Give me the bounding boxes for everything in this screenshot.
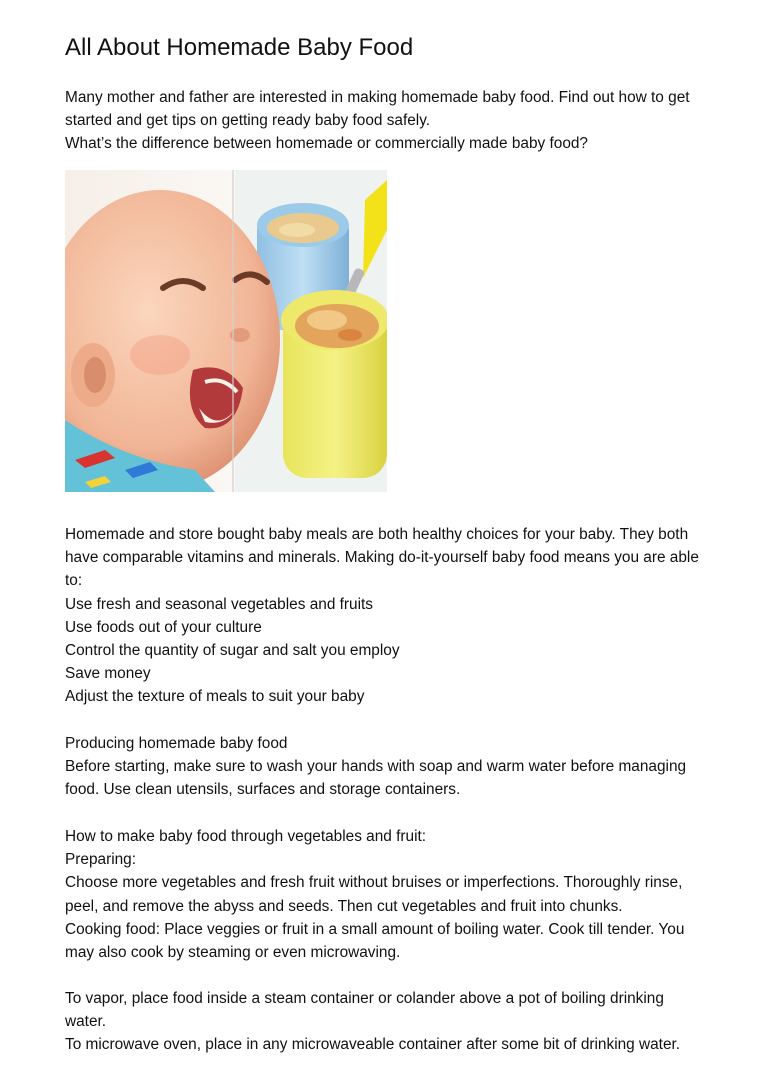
- paragraph-line: To vapor, place food inside a steam container or colander above a pot of boiling drinking: [65, 990, 664, 1007]
- intro-line: started and get tips on getting ready baby food safely.: [65, 112, 431, 130]
- section-heading: Producing homemade baby food: [65, 735, 288, 752]
- producing-paragraph: [65, 732, 715, 802]
- benefit-item: Use foods out of your culture: [65, 618, 262, 636]
- steaming-paragraph: [65, 987, 715, 1057]
- paragraph-line: food. Use clean utensils, surfaces and storage containers.: [65, 781, 461, 799]
- paragraph-line: Homemade and store bought baby meals are both healthy choices for your baby. They both: [65, 526, 689, 543]
- baby-with-food-jars-photo: [65, 170, 387, 492]
- paragraph-line: water.: [65, 1013, 107, 1031]
- intro-line: Many mother and father are interested in making homemade baby food. Find out how to get: [65, 89, 690, 106]
- intro-question: What’s the difference between homemade or commercially made baby food?: [65, 135, 588, 153]
- paragraph-line: Before starting, make sure to wash your hands with soap and warm water before managing: [65, 758, 687, 776]
- intro-paragraph: [65, 86, 715, 156]
- page-title: All About Homemade Baby Food: [65, 34, 414, 61]
- paragraph-line: Choose more vegetables and fresh fruit without bruises or imperfections. Thoroughly rinse,: [65, 874, 683, 892]
- paragraph-line: may also cook by steaming or even microwaving.: [65, 944, 401, 962]
- paragraph-line: Cooking food: Place veggies or fruit in a small amount of boiling water. Cook till tender. You: [65, 920, 685, 938]
- yellow-food-jar: [281, 290, 387, 478]
- benefit-item: Control the quantity of sugar and salt you employ: [65, 642, 400, 660]
- paragraph-line: peel, and remove the abyss and seeds. Then cut vegetables and fruit into chunks.: [65, 897, 623, 915]
- how-to-paragraph: [65, 825, 715, 964]
- baby-food-photo: [65, 170, 387, 492]
- section-heading: How to make baby food through vegetables and fruit:: [65, 828, 427, 845]
- paragraph-line: have comparable vitamins and minerals. Making do-it-yourself baby food means you are able: [65, 549, 699, 567]
- benefit-item: Use fresh and seasonal vegetables and fruits: [65, 595, 374, 613]
- benefit-item: Save money: [65, 665, 151, 683]
- benefit-item: Adjust the texture of meals to suit your baby: [65, 688, 365, 706]
- paragraph-line: to:: [65, 572, 83, 590]
- section-subheading: Preparing:: [65, 851, 137, 869]
- benefits-paragraph: [65, 523, 715, 709]
- paragraph-line: To microwave oven, place in any microwaveable container after some bit of drinking water.: [65, 1036, 681, 1054]
